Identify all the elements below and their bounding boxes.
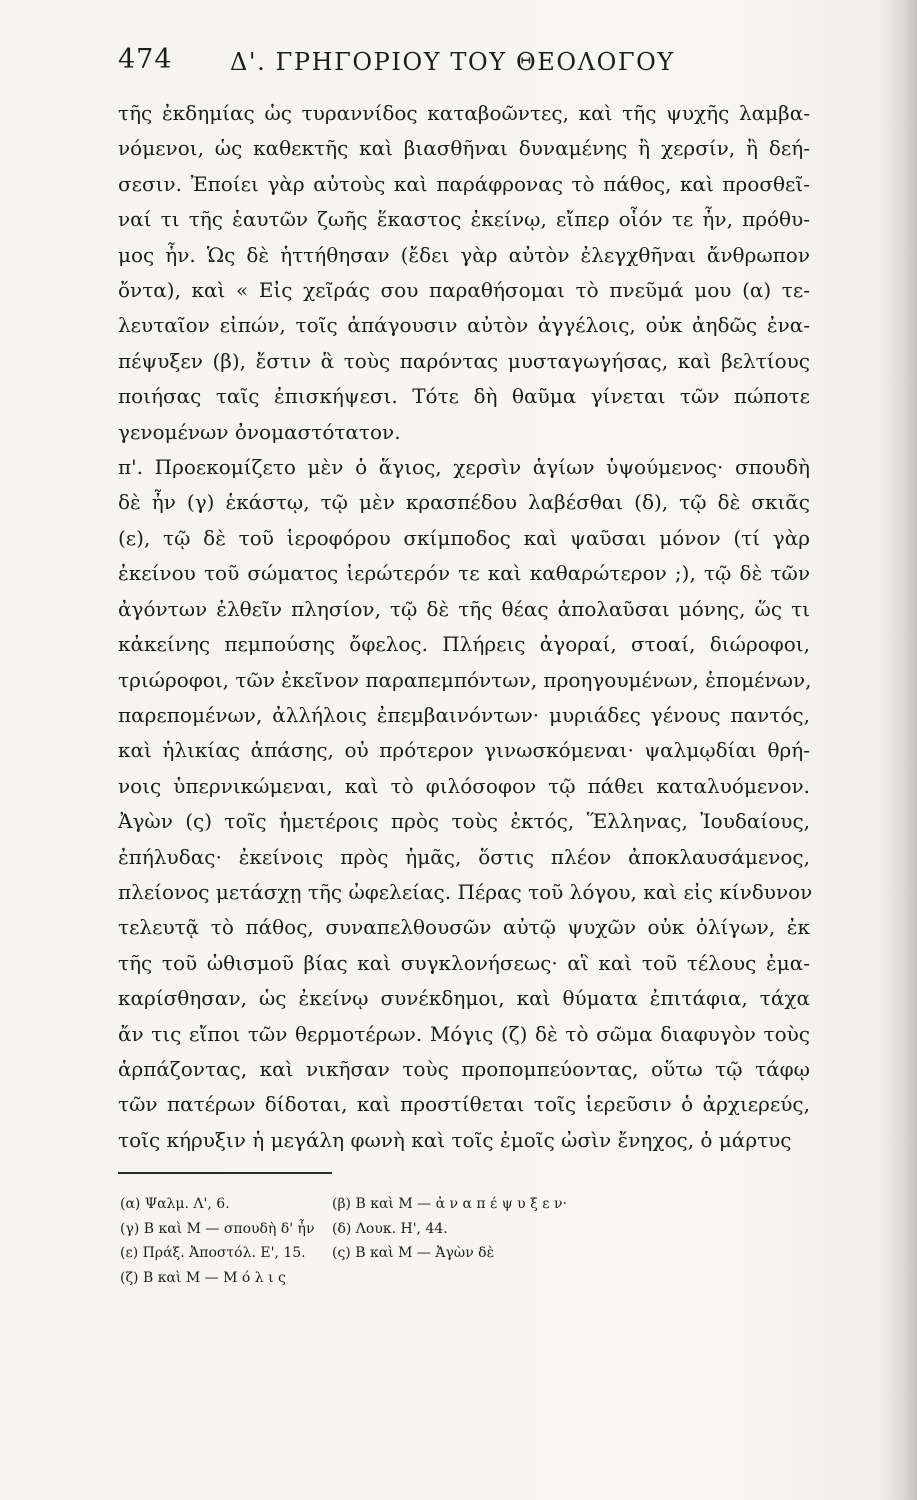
text-line: τῆς ἐκδημίας ὡς τυραννίδος καταβοῶντες, καὶ τῆς ψυχῆς λαμβα- — [118, 101, 810, 125]
text-line: τῆς τοῦ ὠθισμοῦ βίας καὶ συγκλονήσεως· αἳ καὶ τοῦ τέλους ἐμα- — [118, 950, 810, 975]
footnote: (α) Ψαλμ. Λ', 6. — [120, 1196, 230, 1212]
text-line: λευταῖον εἰπών, τοῖς ἀπάγουσιν αὐτὸν ἀγγέλοις, οὐκ ἀηδῶς ἐνα- — [118, 313, 810, 338]
text-line: γενομένων ὀνομαστότατον. — [118, 419, 401, 444]
text-line: ἄν τις εἴποι τῶν θερμοτέρων. Μόγις (ζ) δὲ τὸ σῶμα διαφυγὸν τοὺς — [118, 1021, 810, 1046]
text-line: ἐπήλυδας· ἐκείνοις πρὸς ἡμᾶς, ὅστις πλέον ἀποκλαυσάμενος, — [118, 844, 810, 869]
footnotes — [120, 1192, 680, 1290]
text-line: πέψυξεν (β), ἔστιν ἃ τοὺς παρόντας μυσταγωγήσας, καὶ βελτίους — [118, 348, 810, 373]
text-line: (ε), τῷ δὲ τοῦ ἱεροφόρου σκίμποδος καὶ ψαῦσαι μόνον (τί γὰρ — [118, 525, 810, 550]
text-line: νοις ὑπερνικώμεναι, καὶ τὸ φιλόσοφον τῷ πάθει καταλυόμενον. — [118, 773, 810, 798]
running-title: Δ'. ΓΡΗΓΟΡΙΟΥ ΤΟΥ ΘΕΟΛΟΓΟΥ — [230, 48, 675, 76]
text-line: τῶν πατέρων δίδοται, καὶ προστίθεται τοῖς ἱερεῦσιν ὁ ἀρχιερεύς, — [118, 1092, 810, 1117]
text-line: νόμενοι, ὡς καθεκτῆς καὶ βιασθῆναι δυναμένης ἢ χερσίν, ἢ δεή- — [118, 136, 810, 161]
text-line: τριώροφοι, τῶν ἐκεῖνον παραπεμπόντων, προηγουμένων, ἑπομένων, — [118, 667, 812, 692]
footnote-rule — [118, 1172, 332, 1174]
footnote: (γ) Β καὶ Μ — σπουδὴ δ' ἦν — [120, 1220, 315, 1237]
page-number: 474 — [118, 44, 173, 75]
footnote-row — [120, 1241, 680, 1266]
text-line: ἀγόντων ἐλθεῖν πλησίον, τῷ δὲ τῆς θέας ἀπολαῦσαι μόνης, ὥς τι — [118, 596, 810, 621]
footnote-row — [120, 1192, 680, 1217]
footnote: (β) Β καὶ Μ — ἀ ν α π έ ψ υ ξ ε ν· — [332, 1196, 567, 1212]
text-line: πλείονος μετάσχῃ τῆς ὠφελείας. Πέρας τοῦ λόγου, καὶ εἰς κίνδυνον — [118, 879, 813, 904]
text-line: μος ἦν. Ὡς δὲ ἡττήθησαν (ἔδει γὰρ αὐτὸν ἐλεγχθῆναι ἄνθρωπον — [118, 242, 810, 267]
text-line: καὶ ἡλικίας ἁπάσης, οὐ πρότερον γινωσκόμεναι· ψαλμῳδίαι θρή- — [118, 738, 810, 763]
footnote: (ζ) Β καὶ Μ — Μ ό λ ι ς — [120, 1269, 286, 1286]
footnote: (δ) Λουκ. Η', 44. — [332, 1220, 448, 1237]
text-line: τοῖς κήρυξιν ἡ μεγάλη φωνὴ καὶ τοῖς ἐμοῖς ὠσὶν ἔνηχος, ὁ μάρτυς — [118, 1127, 792, 1152]
text-line: καρίσθησαν, ὡς ἐκείνῳ συνέκδημοι, καὶ θύματα ἐπιτάφια, τάχα — [118, 986, 810, 1011]
text-line: ὄντα), καὶ « Εἰς χεῖράς σου παραθήσομαι τὸ πνεῦμά μου (α) τε- — [118, 278, 810, 303]
text-line: τελευτᾷ τὸ πάθος, συναπελθουσῶν αὐτῷ ψυχῶν οὐκ ὀλίγων, ἐκ — [118, 915, 810, 940]
text-line: σεσιν. Ἐποίει γὰρ αὐτοὺς καὶ παράφρονας τὸ πάθος, καὶ προσθεῖ- — [118, 171, 810, 196]
page-gutter-shadow — [881, 0, 917, 1500]
text-line: ποιήσας ταῖς ἐπισκήψεσι. Τότε δὴ θαῦμα γίνεται τῶν πώποτε — [118, 384, 810, 409]
running-header — [110, 44, 810, 84]
text-line: π'. Προεκομίζετο μὲν ὁ ἅγιος, χερσὶν ἁγίων ὑψούμενος· σπουδὴ — [118, 455, 810, 480]
text-line: κἀκείνης πεμπούσης ὄφελος. Πλήρεις ἀγοραί, στοαί, διώροφοι, — [118, 632, 810, 657]
footnote: (ς) Β καὶ Μ — Ἀγὼν δὲ — [332, 1245, 495, 1261]
footnote: (ε) Πράξ. Ἀποστόλ. Ε', 15. — [120, 1245, 306, 1261]
footnote-row — [120, 1266, 680, 1291]
text-line: παρεπομένων, ἀλλήλοις ἐπεμβαινόντων· μυριάδες γένους παντός, — [118, 702, 810, 727]
text-line: ἐκείνου τοῦ σώματος ἱερώτερόν τε καὶ καθαρώτερον ;), τῷ δὲ τῶν — [118, 561, 810, 586]
text-line: δὲ ἦν (γ) ἑκάστῳ, τῷ μὲν κρασπέδου λαβέσθαι (δ), τῷ δὲ σκιᾶς — [118, 490, 810, 515]
footnote-row — [120, 1217, 680, 1242]
body-text — [118, 96, 813, 1158]
text-line: ἁρπάζοντας, καὶ νικῆσαν τοὺς προπομπεύοντας, οὕτω τῷ τάφῳ — [118, 1056, 810, 1081]
text-line: ναί τι τῆς ἑαυτῶν ζωῆς ἕκαστος ἐκείνῳ, εἴπερ οἷόν τε ἦν, πρόθυ- — [118, 207, 810, 232]
text-line: Ἀγὼν (ς) τοῖς ἡμετέροις πρὸς τοὺς ἐκτός, Ἕλληνας, Ἰουδαίους, — [118, 809, 810, 834]
